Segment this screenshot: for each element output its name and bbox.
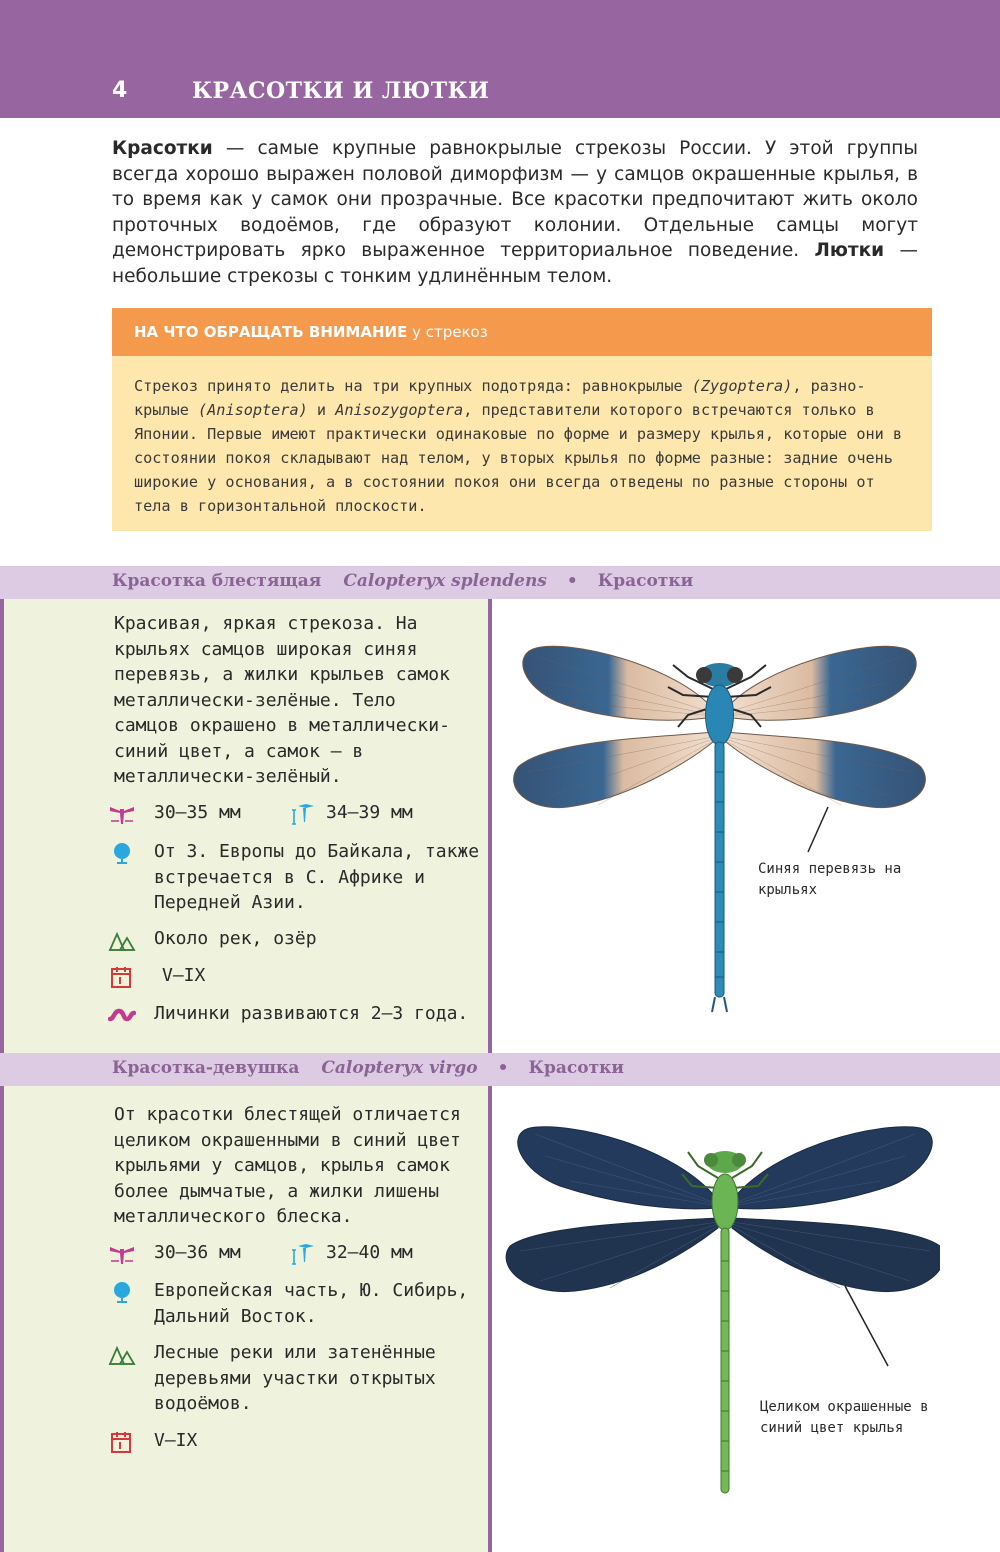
season-value: V–IX bbox=[162, 965, 206, 986]
note-heading-rest: у стрекоз bbox=[407, 323, 488, 341]
intro-text-2: — небольшие стрекозы с тонким удлинённым телом. bbox=[112, 240, 918, 287]
globe-icon bbox=[108, 841, 136, 865]
page-title: КРАСОТКИ И ЛЮТКИ bbox=[192, 78, 490, 104]
season-value: V–IX bbox=[154, 1430, 198, 1451]
globe-icon bbox=[108, 1280, 136, 1304]
range-value: Европейская часть, Ю. Сибирь, Дальний Восток. bbox=[154, 1280, 469, 1327]
body-length-value: 32–40 мм bbox=[326, 1242, 413, 1263]
note-latin: (Anisoptera) bbox=[198, 401, 308, 419]
species-family: Красотки bbox=[528, 1058, 625, 1078]
callout-label: Целиком окрашенные в синий цвет крылья bbox=[760, 1399, 929, 1436]
callout-label: Синяя перевязь на крыльях bbox=[758, 861, 902, 898]
note-heading bbox=[112, 308, 932, 356]
habitat-value: Лесные реки или затенённые деревьями участки открытых водоёмов. bbox=[154, 1342, 436, 1414]
species-section bbox=[0, 599, 1000, 1053]
species-section bbox=[0, 1086, 1000, 1552]
range-value: От З. Европы до Байкала, также встречается в С. Африке и Передней Азии. bbox=[154, 841, 480, 913]
wingspan-value: 30–35 мм bbox=[154, 802, 241, 823]
species-title-bar bbox=[0, 566, 1000, 599]
species-title-bar bbox=[0, 1053, 1000, 1086]
species-description: От красотки блестящей отличается целиком окрашенными в синий цвет крыльями у самцов, крылья самок более дымчатые, а жилки лишены металлического блеска. bbox=[114, 1104, 461, 1227]
species-latin: Calopteryx virgo bbox=[321, 1058, 478, 1078]
bullet: • bbox=[497, 1058, 509, 1078]
wingspan-icon bbox=[108, 1242, 136, 1266]
larva-icon bbox=[108, 1003, 136, 1027]
page-header bbox=[0, 0, 1000, 118]
calendar-icon bbox=[108, 965, 136, 989]
wingspan-value: 30–36 мм bbox=[154, 1242, 241, 1263]
intro-paragraph bbox=[112, 136, 918, 290]
note-text: Стрекоз принято делить на три крупных подотряда: равнокрылые bbox=[134, 377, 692, 395]
panel-edge bbox=[0, 599, 4, 1053]
intro-term-krasotki: Красотки bbox=[112, 138, 213, 159]
larva-value: Личинки развиваются 2–3 года. bbox=[154, 1003, 469, 1024]
page-number: 4 bbox=[112, 78, 128, 103]
habitat-value: Около рек, озёр bbox=[154, 928, 317, 949]
intro-text-1: — самые крупные равнокрылые стрекозы России. У этой группы всегда хорошо выражен половой диморфизм — у самцов окрашенные крылья, в то время как у самок они прозрачные. Все красотки предпочитают жить около проточных водоёмов, где образуют колонии. Отдельные самцы могут демонстрировать ярко выраженное территориальное поведение. bbox=[112, 138, 918, 262]
note-latin: Anisozygoptera bbox=[335, 401, 464, 419]
body-length-value: 34–39 мм bbox=[326, 802, 413, 823]
panel-edge bbox=[0, 1086, 4, 1552]
note-text: , представители которого встречаются только в Японии. Первые имеют практически одинаковые по форме и размеру крылья, которые они в состоянии покоя складывают над телом, у вторых крылья по форме разные: задние очень широкие у основания, а в состоянии покоя они всегда отведены по разные стороны от тела в горизонтальной плоскости. bbox=[134, 401, 903, 515]
habitat-icon bbox=[108, 928, 136, 952]
species-latin: Calopteryx splendens bbox=[343, 571, 547, 591]
calopteryx-virgo-illustration bbox=[500, 1116, 940, 1511]
species-family: Красотки bbox=[597, 571, 694, 591]
note-body bbox=[112, 356, 932, 531]
note-text: , разно-крылые bbox=[134, 377, 866, 419]
species-name: Красотка блестящая bbox=[112, 571, 322, 591]
species-name: Красотка-девушка bbox=[112, 1058, 300, 1078]
body-length-icon bbox=[288, 1242, 316, 1266]
wingspan-icon bbox=[108, 802, 136, 826]
calendar-icon bbox=[108, 1430, 136, 1454]
body-length-icon bbox=[288, 802, 316, 826]
note-latin: (Zygoptera) bbox=[691, 377, 793, 395]
species-description: Красивая, яркая стрекоза. На крыльях самцов широкая синяя перевязь, а жилки крыльев самок металлически-зелёные. Тело самцов окрашено в металлически-синий цвет, а самок — в металлически-зелёный. bbox=[114, 613, 450, 787]
note-text: и bbox=[307, 401, 336, 419]
intro-term-lyutki: Лютки bbox=[814, 240, 885, 262]
note-heading-bold: НА ЧТО ОБРАЩАТЬ ВНИМАНИЕ bbox=[134, 323, 408, 341]
bullet: • bbox=[566, 571, 578, 591]
calopteryx-splendens-illustration bbox=[508, 627, 928, 1022]
habitat-icon bbox=[108, 1342, 136, 1366]
